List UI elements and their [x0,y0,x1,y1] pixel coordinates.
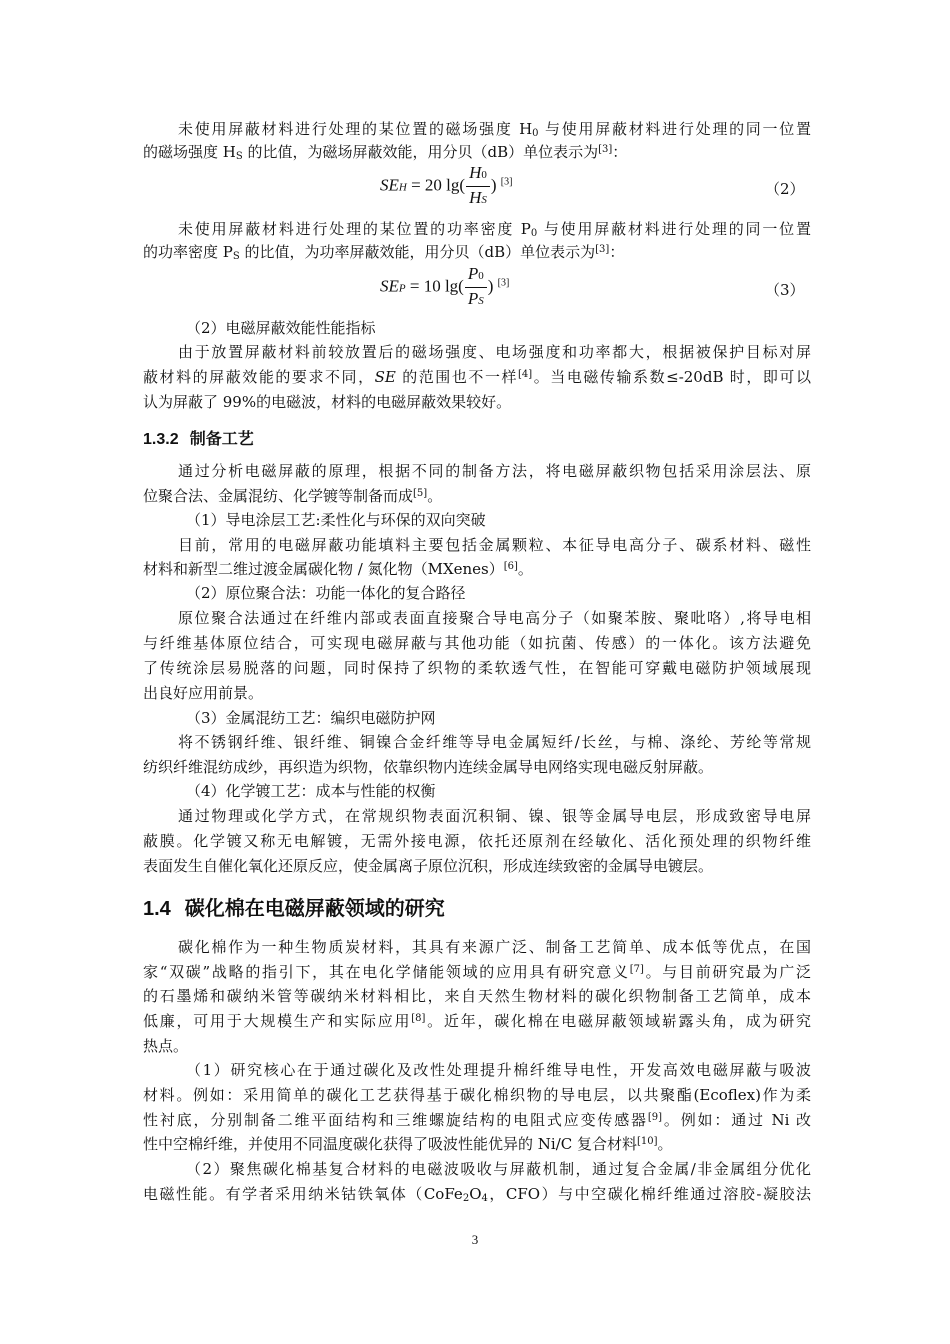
paragraph-line: 蔽材料的屏蔽效能的要求不同，SE 的范围也不一样[4]。当电磁传输系数≤-20dB 时，即可以 [143,368,811,386]
equation-3: SEP = 10 lg( $\frac{P0}{PS}$ ) [3] [380,263,509,313]
paragraph-line: 与纤维基体原位结合，可实现电磁屏蔽与其他功能（如抗菌、传感）的一体化。该方法避免 [143,634,811,652]
paragraph-line: 位聚合法、金属混纺、化学镀等制备而成[5]。 [143,487,443,505]
paragraph-line: 未使用屏蔽材料进行处理的某位置的磁场强度 $H_0$ 与使用屏蔽材料进行处理的同一位置 [178,120,811,139]
equation-number: （3） [765,281,805,299]
section-heading: 1.4 碳化棉在电磁屏蔽领域的研究 [143,896,445,920]
paragraph-line: （1）研究核心在于通过碳化及改性处理提升棉纤维导电性，开发高效电磁屏蔽与吸波 [186,1061,811,1079]
paragraph-line: 性中空棉纤维，并使用不同温度碳化获得了吸波性能优异的 Ni/C 复合材料[10]。 [143,1135,673,1153]
paragraph-line: 材料和新型二维过渡金属碳化物 / 氮化物（MXenes）[6]。 [143,560,533,578]
paragraph-line: 家“双碳”战略的指引下，其在电化学储能领域的应用具有研究意义[7]。与目前研究最为广泛 [143,963,811,981]
paragraph-line: 热点。 [143,1037,189,1055]
equation-2: SEH = 20 lg( $\frac{H0}{HS}$ ) [3] [380,162,512,212]
paragraph-line: 通过物理或化学方式，在常规织物表面沉积铜、镍、银等金属导电层，形成致密导电屏 [178,807,811,825]
paragraph-line: 出良好应用前景。 [143,684,264,702]
fraction: $\frac{H0}{HS}$ [466,162,490,211]
paragraph-line: 通过分析电磁屏蔽的原理，根据不同的制备方法，将电磁屏蔽织物包括采用涂层法、原 [178,462,811,480]
paragraph-line: 纺织纤维混纺成纱，再织造为织物，依靠织物内连续金属导电网络实现电磁反射屏蔽。 [143,758,714,776]
paragraph-line: 将不锈钢纤维、银纤维、铜镍合金纤维等导电金属短纤/长丝，与棉、涤纶、芳纶等常规 [178,733,811,751]
paragraph-line: 材料。例如：采用简单的碳化工艺获得基于碳化棉织物的导电层，以共聚酯(Ecoflex)作为柔 [143,1086,811,1104]
section-heading: 1.3.2 制备工艺 [143,429,254,448]
subsection-title: （3）金属混纺工艺：编织电磁防护网 [186,709,436,727]
paragraph-line: 的磁场强度 $H_S$ 的比值，为磁场屏蔽效能，用分贝（dB）单位表示为[3]： [143,143,628,162]
subsection-title: （4）化学镀工艺：成本与性能的权衡 [186,782,436,800]
subsection-title: （2）电磁屏蔽效能性能指标 [186,319,376,337]
paragraph-line: 了传统涂层易脱落的问题，同时保持了织物的柔软透气性，在智能可穿戴电磁防护领域展现 [143,659,811,677]
paragraph-line: 电磁性能。有学者采用纳米钴铁氧体（$CoFe_2O_4$，CFO）与中空碳化棉纤维通过溶胶-凝胶法 [143,1185,811,1204]
paragraph-line: 目前，常用的电磁屏蔽功能填料主要包括金属颗粒、本征导电高分子、碳系材料、磁性 [178,536,811,554]
paragraph-line: 的石墨烯和碳纳米管等碳纳米材料相比，来自天然生物材料的碳化织物制备工艺简单，成本 [143,987,811,1005]
paragraph-line: 未使用屏蔽材料进行处理的某位置的功率密度 $P_0$ 与使用屏蔽材料进行处理的同一位置 [178,220,811,239]
paragraph-line: 蔽膜。化学镀又称无电解镀，无需外接电源，依托还原剂在经敏化、活化预处理的织物纤维 [143,832,811,850]
paragraph-line: 性衬底，分别制备二维平面结构和三维螺旋结构的电阻式应变传感器[9]。例如：通过 Ni 改 [143,1111,811,1129]
paragraph-line: 碳化棉作为一种生物质炭材料，其具有来源广泛、制备工艺简单、成本低等优点，在国 [178,938,811,956]
paragraph-line: 低廉，可用于大规模生产和实际应用[8]。近年，碳化棉在电磁屏蔽领域崭露头角，成为研究 [143,1012,811,1030]
paragraph-line: 表面发生自催化氧化还原反应，使金属离子原位沉积，形成连续致密的金属导电镀层。 [143,857,714,875]
paragraph-line: 的功率密度 $P_S$ 的比值，为功率屏蔽效能，用分贝（dB）单位表示为[3]： [143,243,625,262]
paragraph-line: （2）聚焦碳化棉基复合材料的电磁波吸收与屏蔽机制，通过复合金属/非金属组分优化 [186,1160,811,1178]
subsection-title: （1）导电涂层工艺:柔性化与环保的双向突破 [186,511,486,529]
paragraph-line: 由于放置屏蔽材料前较放置后的磁场强度、电场强度和功率都大，根据被保护目标对屏 [178,343,811,361]
fraction: $\frac{P0}{PS}$ [465,263,487,312]
page-number: 3 [471,1232,479,1247]
subsection-title: （2）原位聚合法：功能一体化的复合路径 [186,584,466,602]
equation-number: （2） [765,180,805,198]
paragraph-line: 原位聚合法通过在纤维内部或表面直接聚合导电高分子（如聚苯胺、聚吡咯）,将导电相 [178,609,811,627]
paragraph-line: 认为屏蔽了 99%的电磁波，材料的电磁屏蔽效果较好。 [143,393,512,411]
